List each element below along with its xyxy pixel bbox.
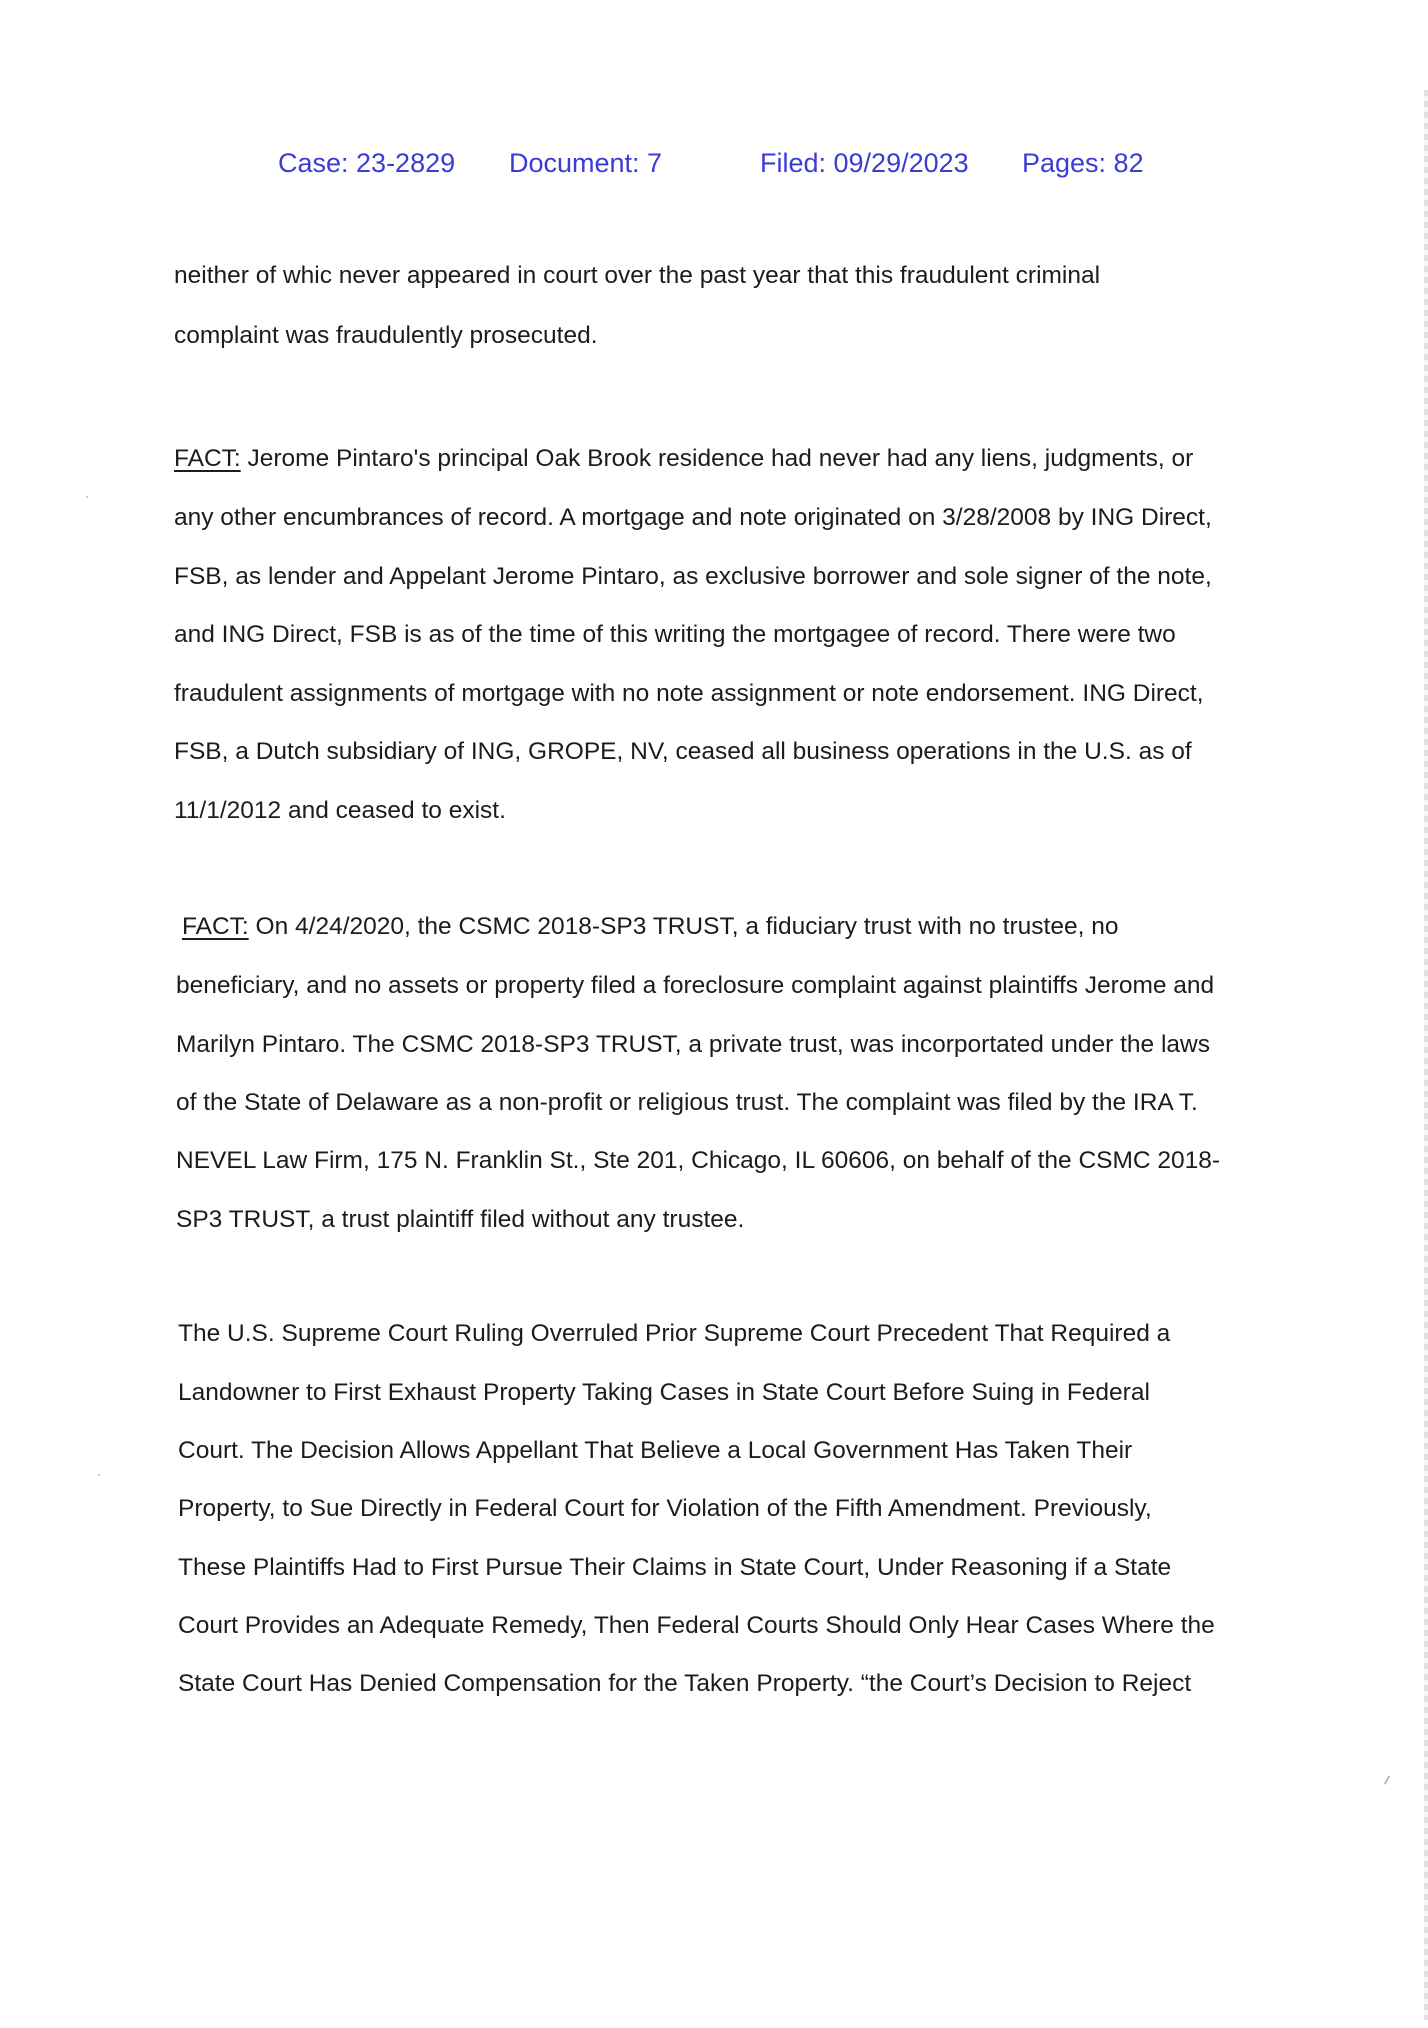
scan-speck — [98, 1474, 100, 1476]
body-line: State Court Has Denied Compensation for the Taken Property. “the Court’s Decision to Reject — [178, 1670, 1192, 1697]
scan-speck — [1384, 1775, 1391, 1785]
body-line: complaint was fraudulently prosecuted. — [174, 322, 598, 349]
document-number: Document: 7 — [509, 148, 663, 178]
filing-header — [0, 148, 1428, 188]
body-line: NEVEL Law Firm, 175 N. Franklin St., Ste 201, Chicago, IL 60606, on behalf of the CSMC 2018- — [176, 1147, 1221, 1174]
body-line: FSB, as lender and Appelant Jerome Pintaro, as exclusive borrower and sole signer of the note, — [174, 563, 1212, 590]
body-line: SP3 TRUST, a trust plaintiff filed without any trustee. — [176, 1206, 745, 1233]
body-line: fraudulent assignments of mortgage with no note assignment or note endorsement. ING Direct, — [174, 680, 1204, 707]
fact-line — [182, 912, 1118, 942]
fact-line — [174, 444, 1193, 474]
fact-text: Jerome Pintaro's principal Oak Brook residence had never had any liens, judgments, or — [240, 445, 1194, 472]
body-line: 11/1/2012 and ceased to exist. — [174, 797, 506, 824]
body-line: any other encumbrances of record. A mortgage and note originated on 3/28/2008 by ING Direct, — [174, 504, 1212, 531]
scan-speck — [86, 496, 88, 498]
scan-edge — [1424, 90, 1428, 2020]
page-count: Pages: 82 — [1022, 148, 1144, 178]
case-number: Case: 23-2829 — [278, 148, 456, 178]
body-line: Landowner to First Exhaust Property Taking Cases in State Court Before Suing in Federal — [178, 1379, 1150, 1406]
body-line: Court. The Decision Allows Appellant That Believe a Local Government Has Taken Their — [178, 1437, 1133, 1464]
body-line: Court Provides an Adequate Remedy, Then Federal Courts Should Only Hear Cases Where the — [178, 1612, 1215, 1639]
body-line: and ING Direct, FSB is as of the time of this writing the mortgagee of record. There were two — [174, 621, 1176, 648]
body-line: neither of whic never appeared in court over the past year that this fraudulent criminal — [174, 262, 1101, 289]
filed-date: Filed: 09/29/2023 — [760, 148, 969, 178]
fact-label: FACT: — [182, 913, 249, 940]
fact-label: FACT: — [174, 445, 241, 472]
body-line: FSB, a Dutch subsidiary of ING, GROPE, NV, ceased all business operations in the U.S. as of — [174, 738, 1192, 765]
body-line: of the State of Delaware as a non-profit or religious trust. The complaint was filed by the IRA T. — [176, 1089, 1198, 1116]
body-line: Property, to Sue Directly in Federal Court for Violation of the Fifth Amendment. Previously, — [178, 1495, 1152, 1522]
fact-text: On 4/24/2020, the CSMC 2018-SP3 TRUST, a fiduciary trust with no trustee, no — [248, 913, 1119, 940]
body-line: These Plaintiffs Had to First Pursue Their Claims in State Court, Under Reasoning if a State — [178, 1554, 1172, 1581]
body-line: beneficiary, and no assets or property filed a foreclosure complaint against plaintiffs Jerome and — [176, 972, 1215, 999]
body-line: The U.S. Supreme Court Ruling Overruled Prior Supreme Court Precedent That Required a — [178, 1320, 1171, 1347]
body-line: Marilyn Pintaro. The CSMC 2018-SP3 TRUST, a private trust, was incorportated under the laws — [176, 1031, 1210, 1058]
